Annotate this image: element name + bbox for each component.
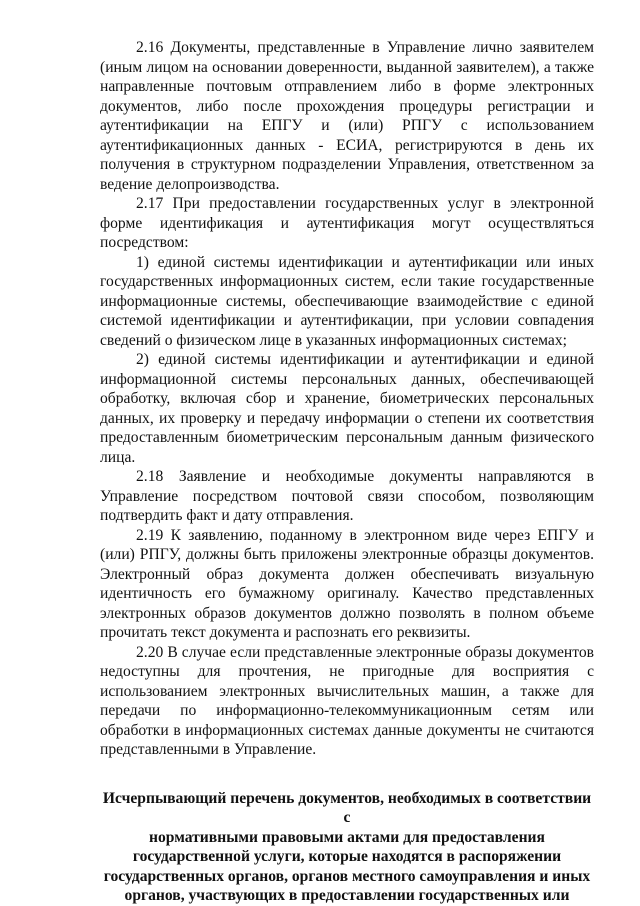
section-heading [100,789,594,906]
paragraph-2-16: 2.16 Документы, представленные в Управление лично заявителем (иным лицом на основании доверенности, выданной заявителем), а также направленные почтовым отправлением либо в форме электронных документов, либо после прохождения процедуры регистрации и аутентификации на ЕПГУ и (или) РПГУ с использованием аутентификационных данных - ЕСИА, регистрируются в день их получения в структурном подразделении Управления, ответственном за ведение делопроизводства. [100,38,594,194]
heading-line: государственных органов, органов местного самоуправления и иных [100,867,594,887]
heading-line: органов, участвующих в предоставлении государственных или [100,886,594,906]
paragraph-2-17-item-2: 2) единой системы идентификации и аутентификации и единой информационной системы персональных данных, обеспечивающей обработку, включая сбор и хранение, биометрических персональных данных, их проверку и передачу информации о степени их соответствия предоставленным биометрическим персональным данным физического лица. [100,350,594,467]
paragraph-2-17-item-1: 1) единой системы идентификации и аутентификации или иных государственных информационных систем, если такие государственные информационные системы, обеспечивающие взаимодействие с единой системой идентификации и аутентификации, при условии совпадения сведений о физическом лице в указанных информационных системах; [100,253,594,351]
heading-line: государственной услуги, которые находятся в распоряжении [100,847,594,867]
document-page [100,38,594,906]
paragraph-2-19: 2.19 К заявлению, поданному в электронном виде через ЕПГУ и (или) РПГУ, должны быть приложены электронные образцы документов. Электронный образ документа должен обеспечивать визуальную идентичность его бумажному оригиналу. Качество представленных электронных образов документов должно позволять в полном объеме прочитать текст документа и распознать его реквизиты. [100,526,594,643]
heading-line: нормативными правовыми актами для предоставления [100,828,594,848]
heading-line: Исчерпывающий перечень документов, необходимых в соответствии с [100,789,594,828]
paragraph-2-18: 2.18 Заявление и необходимые документы направляются в Управление посредством почтовой связи способом, позволяющим подтвердить факт и дату отправления. [100,467,594,526]
paragraph-2-17: 2.17 При предоставлении государственных услуг в электронной форме идентификация и аутентификация могут осуществляться посредством: [100,194,594,253]
paragraph-2-20: 2.20 В случае если представленные электронные образы документов недоступны для прочтения, не пригодные для восприятия с использованием электронных вычислительных машин, а также для передачи по информационно-телекоммуникационным сетям или обработки в информационных системах данные документы не считаются представленными в Управление. [100,643,594,760]
